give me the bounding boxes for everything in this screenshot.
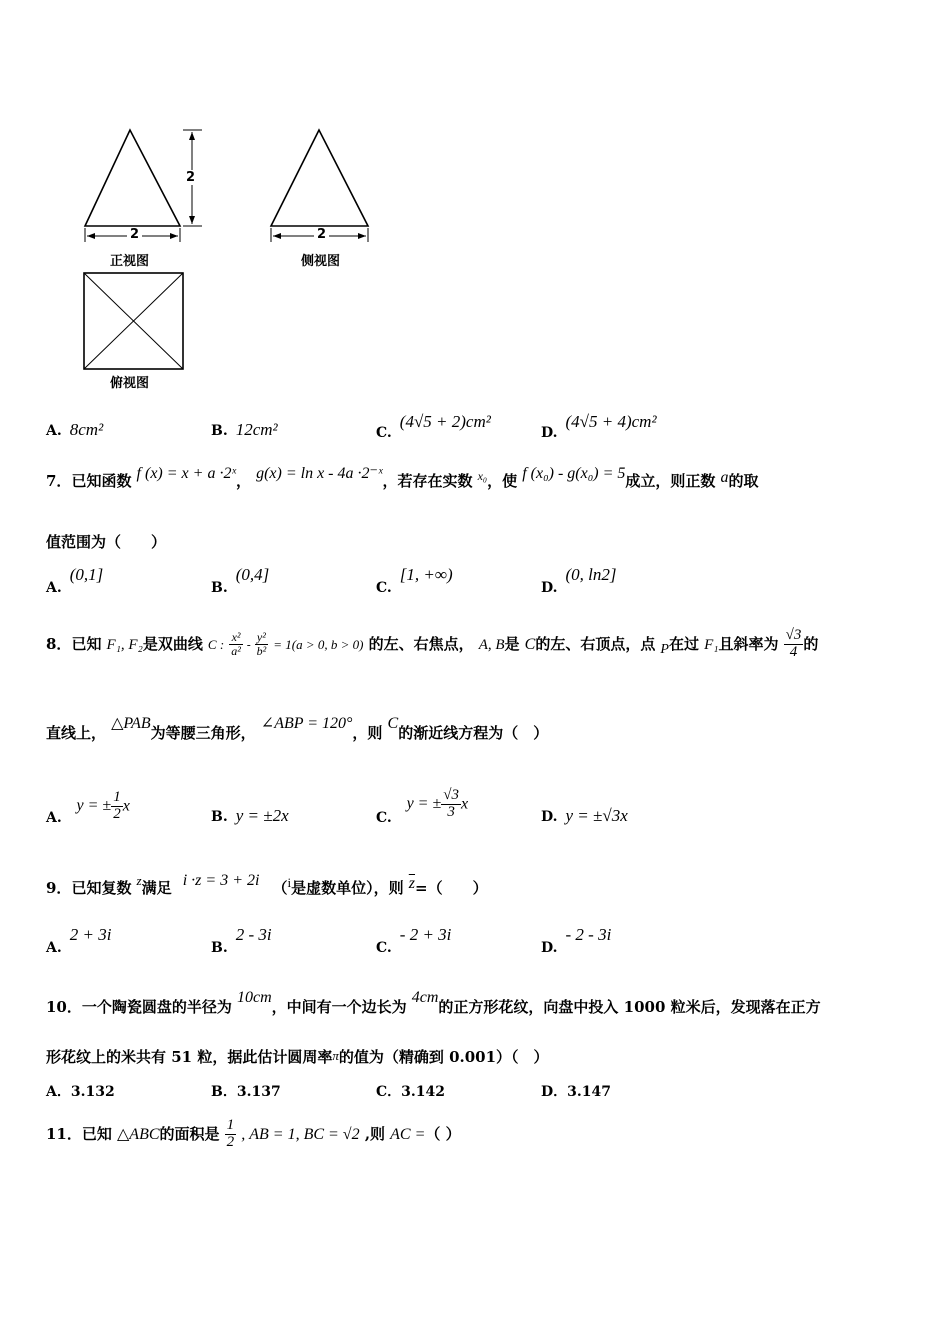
question-10-line2: 形花纹上的米共有 51 粒，据此估计圆周率π的值为（精确到 0.001）（ ） [46,1048,549,1066]
front-view-triangle [85,130,180,226]
q10-option-a[interactable]: A．3.132 [46,1084,115,1100]
question-7-line2: 值范围为（ ） [46,533,167,551]
question-10-line1: 10．一个陶瓷圆盘的半径为 10cm，中间有一个边长为 4cm的正方形花纹，向盘中投入 1000 粒米后，发现落在正方 [46,989,821,1016]
q7-option-a[interactable]: A.(0,1] [46,565,104,596]
side-view-triangle [271,130,368,226]
q9-option-d[interactable]: D.- 2 - 3i [541,925,612,956]
q8-option-b[interactable]: B. y = ±2x [211,806,289,825]
q8-option-a[interactable]: A. y = ± $\frac{1}{2}$ x [46,789,130,827]
q9-option-c[interactable]: C.- 2 + 3i [376,925,452,956]
q7-option-d[interactable]: D.(0, ln2] [541,565,617,596]
q6-option-d[interactable]: D.(4√5 + 4)cm² [541,412,657,441]
q6-option-a[interactable]: A. 8cm² [46,420,104,439]
side-view-caption: 侧视图 [301,254,341,269]
question-9-line1: 9．已知复数 $^z$满足 i ·z = 3 + 2i （$^i$是虚数单位），则 $\overline{z}=$（ ） [46,872,488,897]
q9-option-b[interactable]: B.2 - 3i [211,925,272,956]
q10-option-c[interactable]: C．3.142 [376,1084,445,1100]
front-view-caption: 正视图 [110,254,150,269]
q6-option-c[interactable]: C.(4√5 + 2)cm² [376,412,491,441]
question-7-line1: 7．已知函数 f (x) = x + a ·2ˣ， g(x) = ln x - 4a ·2⁻ˣ，若存在实数 $^{x_0}$，使 f (x₀) - g(x₀) = 5成立，则正数 a的取 [46,465,759,490]
q7-option-c[interactable]: C.[1, +∞) [376,565,453,596]
question-8-line1: 8．已知 F₁, F₂是双曲线 C : $\frac{\text{x²}}{\text{a²}}$ - $\frac{\text{y²}}{\text{b²}}$ = 1(a > 0, b > 0) 的左、右焦点， A, B是 C的左、右顶点，点 P在过 F₁且斜率为 $\frac{√3}{4}$ 的 [46,627,819,660]
question-8-line2: 直线上， △PAB为等腰三角形， ∠ABP = 120°，则 C的渐近线方程为（ ） [46,715,549,742]
top-view-caption: 俯视图 [110,376,150,391]
height-dim-label: 2 [186,170,196,185]
q10-option-d[interactable]: D．3.147 [541,1084,611,1100]
question-11-line1: 11．已知 △ABC的面积是 $\frac{1}{2}$ , AB = 1, BC = √2 ,则 AC =（ ） [46,1117,461,1150]
q8-option-d[interactable]: D. y = ±√3x [541,806,628,825]
q10-option-b[interactable]: B．3.137 [211,1084,281,1100]
side-width-label: 2 [314,227,329,242]
q8-option-c[interactable]: C. y = ± $\frac{√3}{3}$ x [376,787,469,827]
q7-option-b[interactable]: B.(0,4] [211,565,270,596]
q6-option-b[interactable]: B. 12cm² [211,420,278,439]
q9-option-a[interactable]: A.2 + 3i [46,925,112,956]
front-width-label: 2 [127,227,142,242]
